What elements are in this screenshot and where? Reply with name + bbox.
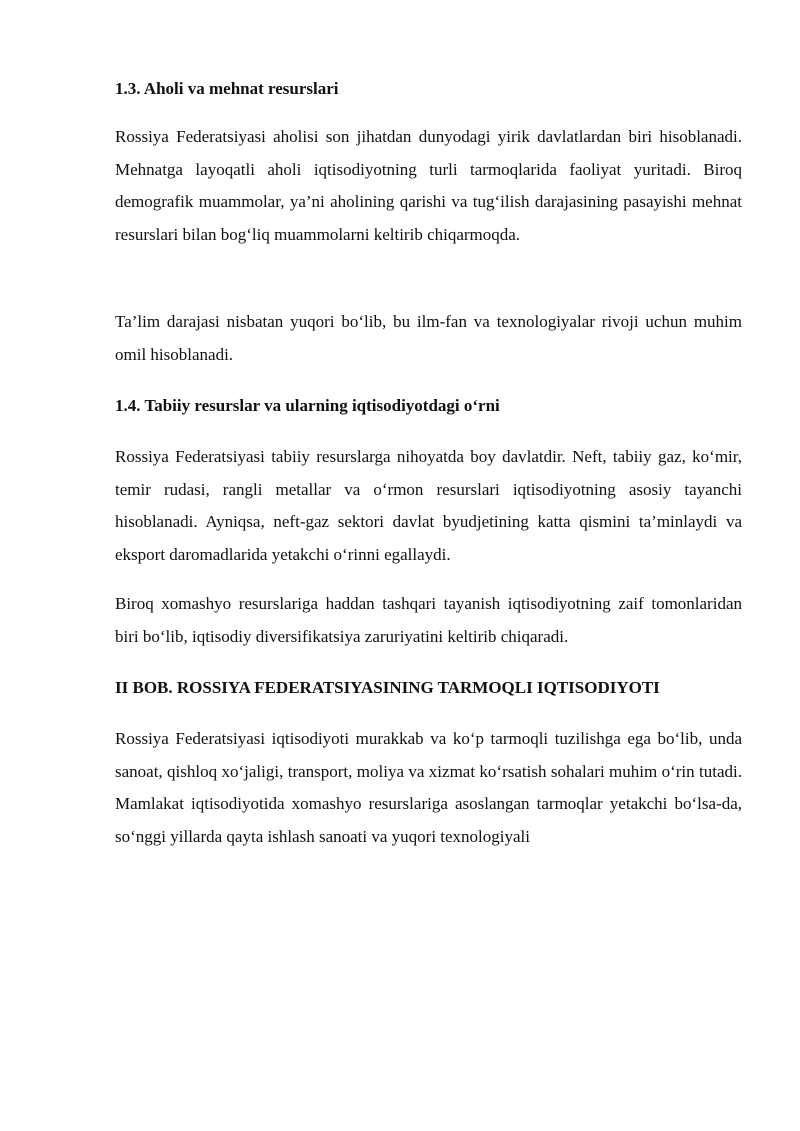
chapter-heading-2: II BOB. ROSSIYA FEDERATSIYASINING TARMOQLI IQTISODIYOTI	[115, 678, 660, 697]
paragraph-natural-resources: Rossiya Federatsiyasi tabiiy resurslarga nihoyatda boy davlatdir. Neft, tabiiy gaz, ko‘mir, temir rudasi, rangli metallar va o‘rmon resurslari iqtisodiyotning asosiy tayanchi hisoblanadi. Ayniqsa, neft-gaz sektori davlat byudjetining katta qismini ta’minlaydi va eksport daromadlarida yetakchi o‘rinni egallaydi.	[115, 447, 742, 564]
section-heading-1-3: 1.3. Aholi va mehnat resurslari	[115, 79, 339, 98]
paragraph-economy-structure: Rossiya Federatsiyasi iqtisodiyoti murakkab va ko‘p tarmoqli tuzilishga ega bo‘lib, unda sanoat, qishloq xo‘jaligi, transport, moliya va xizmat ko‘rsatish sohalari muhim o‘rin tutadi. Mamlakat iqtisodiyotida xomashyo resurslariga asoslangan tarmoqlar yetakchi bo‘lsa-da, so‘nggi yillarda qayta ishlash sanoati va yuqori texnologiyali	[115, 729, 742, 846]
paragraph-diversification: Biroq xomashyo resurslariga haddan tashqari tayanish iqtisodiyotning zaif tomonlaridan biri bo‘lib, iqtisodiy diversifikatsiya zaruriyatini keltirib chiqaradi.	[115, 594, 742, 646]
paragraph-education: Ta’lim darajasi nisbatan yuqori bo‘lib, bu ilm-fan va texnologiyalar rivoji uchun muhim omil hisoblanadi.	[115, 312, 742, 364]
paragraph-population: Rossiya Federatsiyasi aholisi son jihatdan dunyodagi yirik davlatlardan biri hisoblanadi. Mehnatga layoqatli aholi iqtisodiyotning turli tarmoqlarida faoliyat yuritadi. Biroq demografik muammolar, ya’ni aholining qarishi va tug‘ilish darajasining pasayishi mehnat resurslari bilan bog‘liq muammolarni keltirib chiqarmoqda.	[115, 127, 742, 244]
section-heading-1-4: 1.4. Tabiiy resurslar va ularning iqtisodiyotdagi o‘rni	[115, 396, 500, 415]
